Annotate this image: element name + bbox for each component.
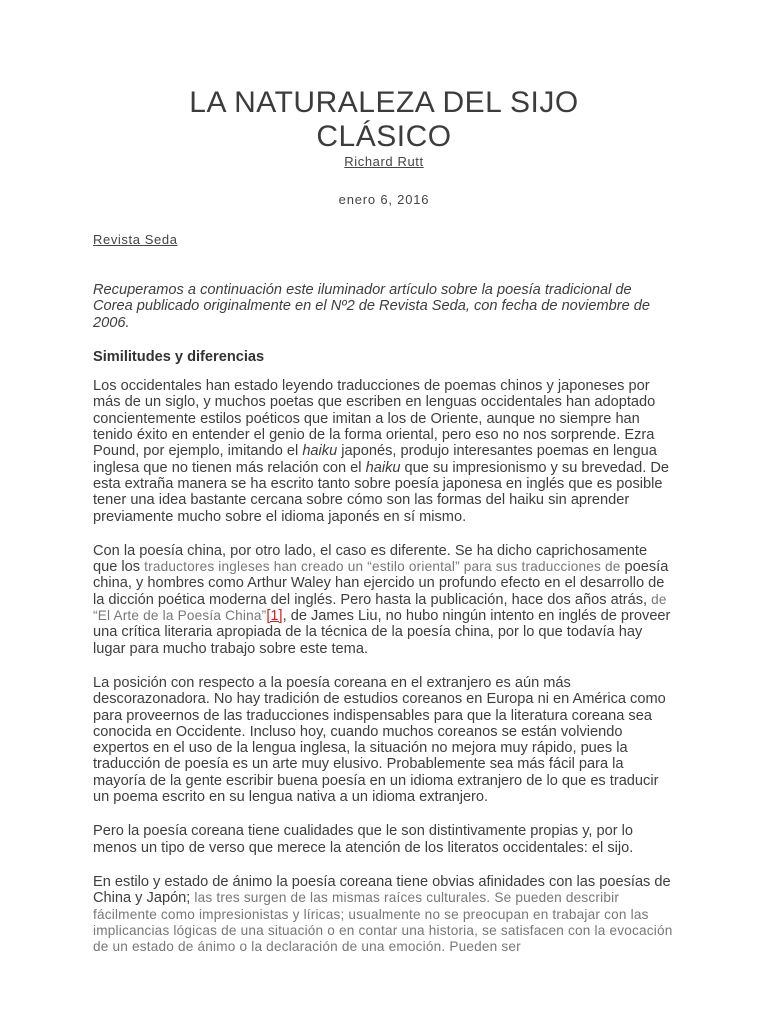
article-body (93, 282, 675, 973)
paragraph-1-text-a: Los occidentales han estado leyendo traducciones de poemas chinos y japoneses por más de un siglo, y muchos poetas que escriben en lenguas occidentales han adoptado concientemente estilos poéticos que imitan a los de Oriente, aunque no siempre han tenido éxito en entender el genio de la forma oriental, pero eso no nos sorprende. Ezra Pound, por ejemplo, imitando el (93, 378, 656, 460)
paragraph-2-text-c: , de James Liu, no hubo ningún intento en inglés de proveer una crítica literaria apropiada de la técnica de la poesía china, por lo que todavía hay lugar para mucho trabajo sobre este tema. (93, 608, 671, 657)
article-title (0, 86, 768, 154)
author-link[interactable]: Richard Rutt (344, 154, 424, 169)
paragraph-2-light-text: traductores ingleses han creado un “estilo oriental” para sus traducciones de (144, 559, 621, 575)
paragraph-5 (93, 874, 675, 955)
footnote-link[interactable]: [1] (266, 608, 283, 625)
paragraph-5-light-text: las tres surgen de las mismas raíces culturales. Se pueden describir fácilmente como impresionistas y líricas; usualmente no se preocupan en trabajar con las implicancias lógicas de una situación o en contar una historia, se satisfacen con la evocación de un estado de ánimo o la declaración de una emoción. Pueden ser (93, 890, 673, 955)
paragraph-2 (93, 543, 675, 657)
haiku-term: haiku (302, 443, 338, 460)
book-title-reference: de “El Arte de la Poesía China” (93, 591, 667, 624)
paragraph-1 (93, 378, 675, 525)
paragraph-2-text-b: poesía china, y hombres como Arthur Waley han ejercido un profundo efecto en el desarrollo de la dicción poética moderna del inglés. Pero hasta la publicación, hace dos años atrás, (93, 559, 669, 608)
paragraph-4: Pero la poesía coreana tiene cualidades que le son distintivamente propias y, por lo menos un tipo de verso que merece la atención de los literatos occidentales: el sijo. (93, 823, 634, 856)
haiku-term: haiku (365, 459, 401, 476)
intro-paragraph: Recuperamos a continuación este iluminador artículo sobre la poesía tradicional de Corea publicado originalmente en el Nº2 de Revista Seda, con fecha de noviembre de 2006. (93, 282, 650, 331)
paragraph-2-text-a: Con la poesía china, por otro lado, el caso es diferente. Se ha dicho caprichosamente que los (93, 542, 648, 576)
paragraph-1-text-b: japonés, produjo interesantes poemas en lengua inglesa que no tienen más relación con el (93, 443, 657, 476)
paragraph-1-text-c: que su impresionismo y su brevedad. De esta extraña manera se ha escrito tanto sobre poesía japonesa en inglés que es posible tener una idea bastante cercana sobre cómo son las formas del haiku sin aprender previamente mucho sobre el idioma japonés en sí mismo. (93, 459, 669, 525)
section-heading: Similitudes y diferencias (93, 348, 265, 365)
source-link[interactable]: Revista Seda (93, 232, 178, 247)
paragraph-3: La posición con respecto a la poesía coreana en el extranjero es aún más descorazonadora. No hay tradición de estudios coreanos en Europa ni en América como para proveernos de las traducciones indispensables para que la literatura coreana sea conocida en Occidente. Incluso hoy, cuando muchos coreanos se están volviendo expertos en el uso de la lengua inglesa, la situación no mejora muy rápido, pues la traducción de poesía es un arte muy elusivo. Probablemente sea más fácil para la mayoría de la gente escribir buena poesía en un idioma extranjero de lo que es traducir un poema escrito en su lengua nativa a un idioma extranjero. (93, 674, 666, 806)
title-line-2: CLÁSICO (316, 120, 452, 153)
publication-date: enero 6, 2016 (338, 192, 430, 207)
title-line-1: LA NATURALEZA DEL SIJO (189, 86, 579, 119)
paragraph-5-text-a: En estilo y estado de ánimo la poesía coreana tiene obvias afinidades con las poesías de China y Japón; (93, 873, 671, 907)
